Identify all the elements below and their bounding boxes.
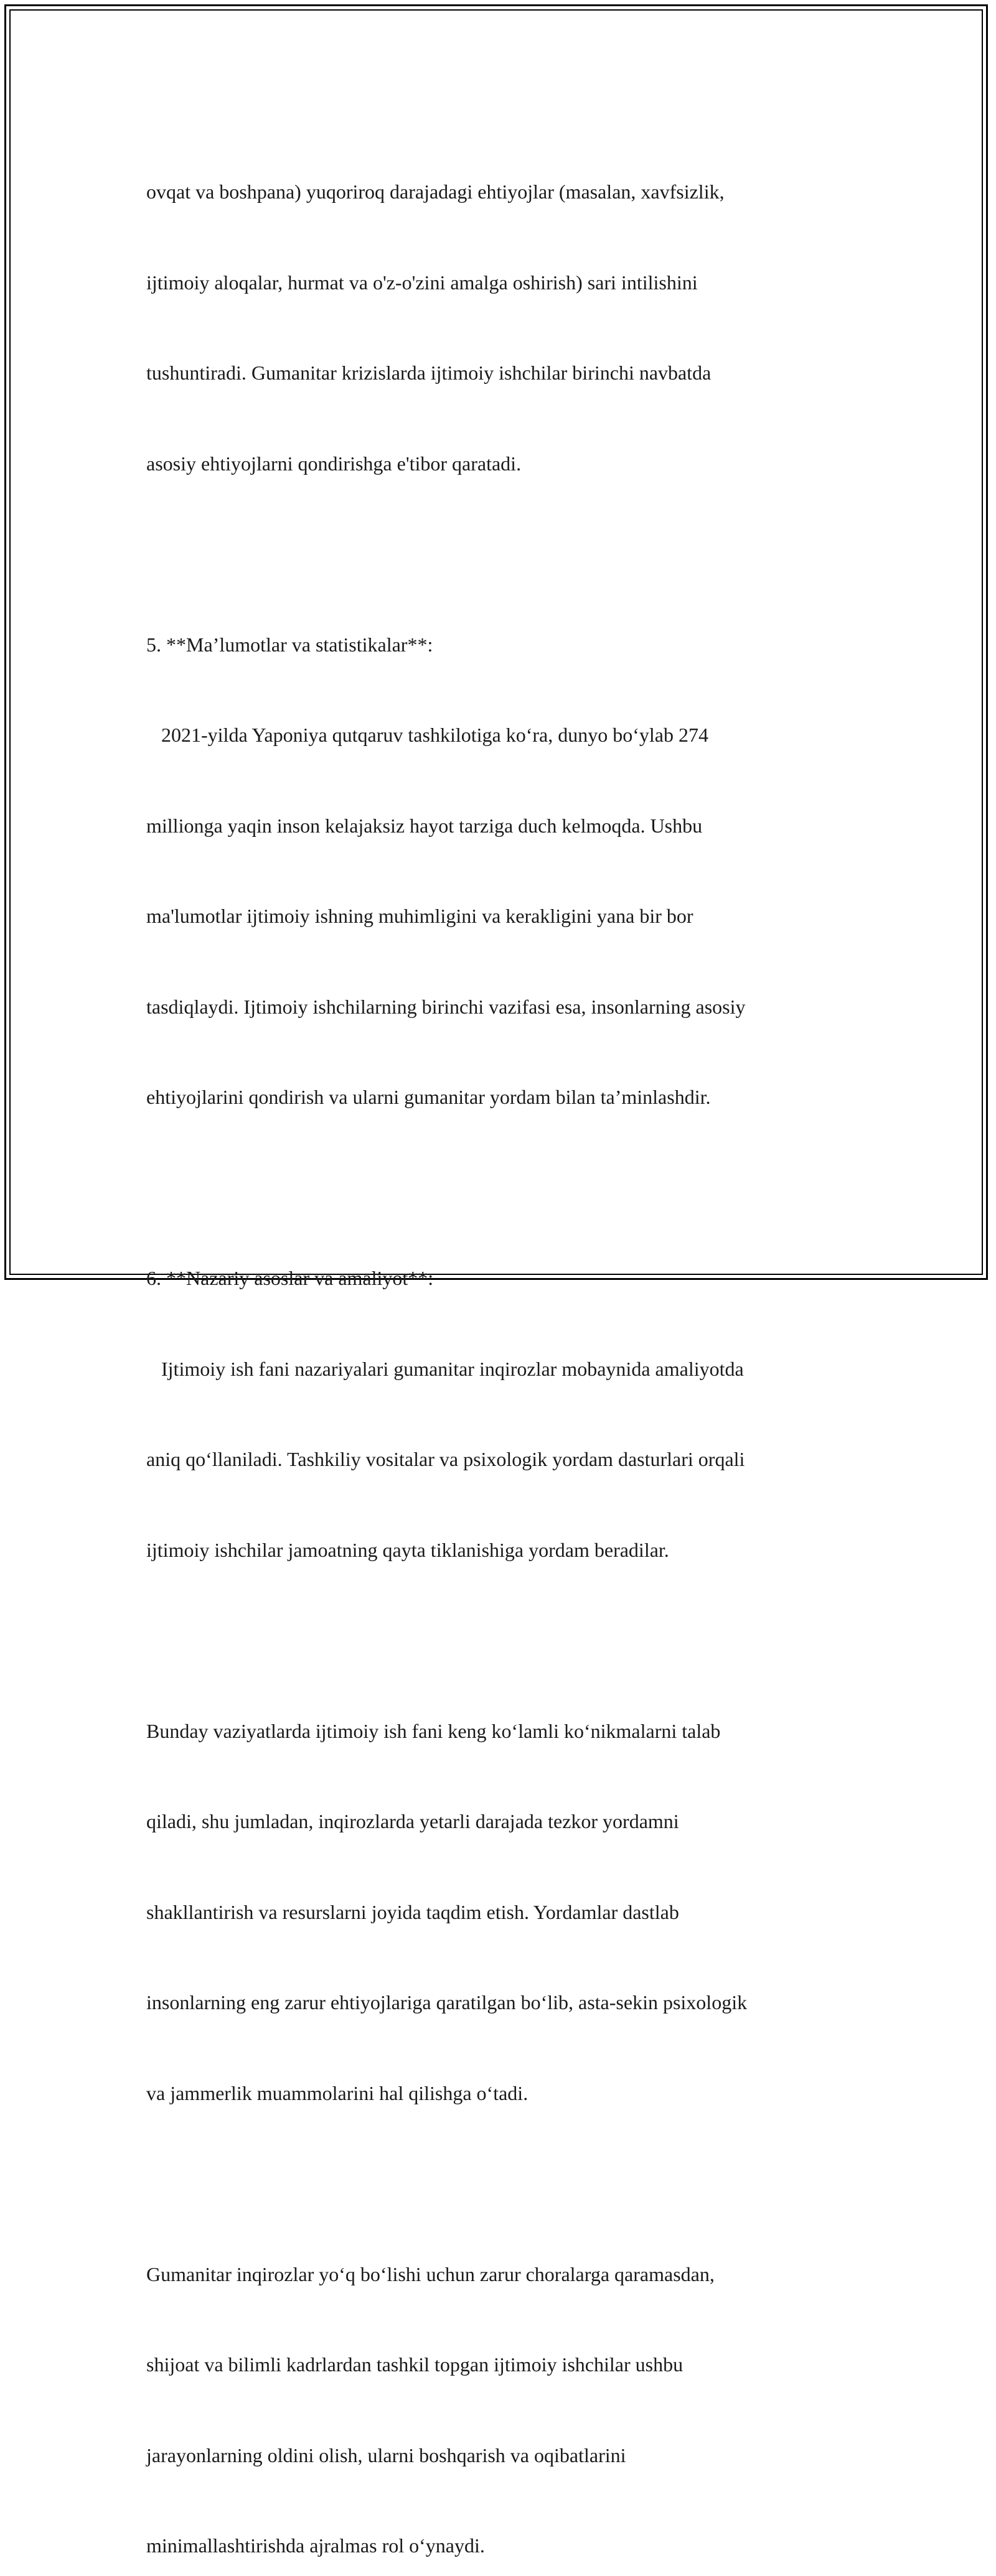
section-heading: 6. **Nazariy asoslar va amaliyot**:	[146, 1263, 856, 1294]
text-line: 2021-yilda Yaponiya qutqaruv tashkilotiga koʻra, dunyo boʻylab 274	[146, 720, 856, 750]
text-line: tushuntiradi. Gumanitar krizislarda ijtimoiy ishchilar birinchi navbatda	[146, 358, 856, 388]
text-line: aniq qoʻllaniladi. Tashkiliy vositalar va psixologik yordam dasturlari orqali	[146, 1444, 856, 1475]
text-line: millionga yaqin inson kelajaksiz hayot tarziga duch kelmoqda. Ushbu	[146, 811, 856, 841]
paragraph-skills	[146, 1656, 856, 2169]
paragraph-needs-hierarchy	[146, 116, 856, 539]
text-line: insonlarning eng zarur ehtiyojlariga qaratilgan boʻlib, asta-sekin psixologik	[146, 1987, 856, 2018]
text-line: qiladi, shu jumladan, inqirozlarda yetarli darajada tezkor yordamni	[146, 1806, 856, 1837]
text-line: Ijtimoiy ish fani nazariyalari gumanitar inqirozlar mobaynida amaliyotda	[146, 1354, 856, 1384]
text-line: shakllantirish va resurslarni joyida taqdim etish. Yordamlar dastlab	[146, 1897, 856, 1928]
text-line: tasdiqlaydi. Ijtimoiy ishchilarning birinchi vazifasi esa, insonlarning asosiy	[146, 992, 856, 1022]
text-line: va jammerlik muammolarini hal qilishga oʻtadi.	[146, 2078, 856, 2109]
text-line: Bunday vaziyatlarda ijtimoiy ish fani keng koʻlamli koʻnikmalarni talab	[146, 1716, 856, 1747]
text-line: ma'lumotlar ijtimoiy ishning muhimligini va kerakligini yana bir bor	[146, 901, 856, 931]
text-line: shijoat va bilimli kadrlardan tashkil topgan ijtimoiy ishchilar ushbu	[146, 2350, 856, 2380]
text-line: minimallashtirishda ajralmas rol oʻynaydi.	[146, 2531, 856, 2561]
section-heading: 5. **Ma’lumotlar va statistikalar**:	[146, 630, 856, 660]
text-line: ovqat va boshpana) yuqoriroq darajadagi ehtiyojlar (masalan, xavfsizlik,	[146, 177, 856, 207]
text-line: ijtimoiy ishchilar jamoatning qayta tiklanishiga yordam beradilar.	[146, 1535, 856, 1566]
text-line: jarayonlarning oldini olish, ularni boshqarish va oqibatlarini	[146, 2440, 856, 2471]
text-line: Gumanitar inqirozlar yoʻq boʻlishi uchun zarur choralarga qaramasdan,	[146, 2259, 856, 2290]
section-6-theory-practice	[146, 1203, 856, 1625]
paragraph-conclusion	[146, 2199, 856, 2576]
text-line: asosiy ehtiyojlarni qondirishga e'tibor qaratadi.	[146, 449, 856, 479]
section-5-statistics	[146, 569, 856, 1173]
text-line: ijtimoiy aloqalar, hurmat va o'z-o'zini amalga oshirish) sari intilishini	[146, 268, 856, 298]
document-body	[146, 116, 856, 2576]
text-line: ehtiyojlarini qondirish va ularni gumanitar yordam bilan ta’minlashdir.	[146, 1082, 856, 1113]
